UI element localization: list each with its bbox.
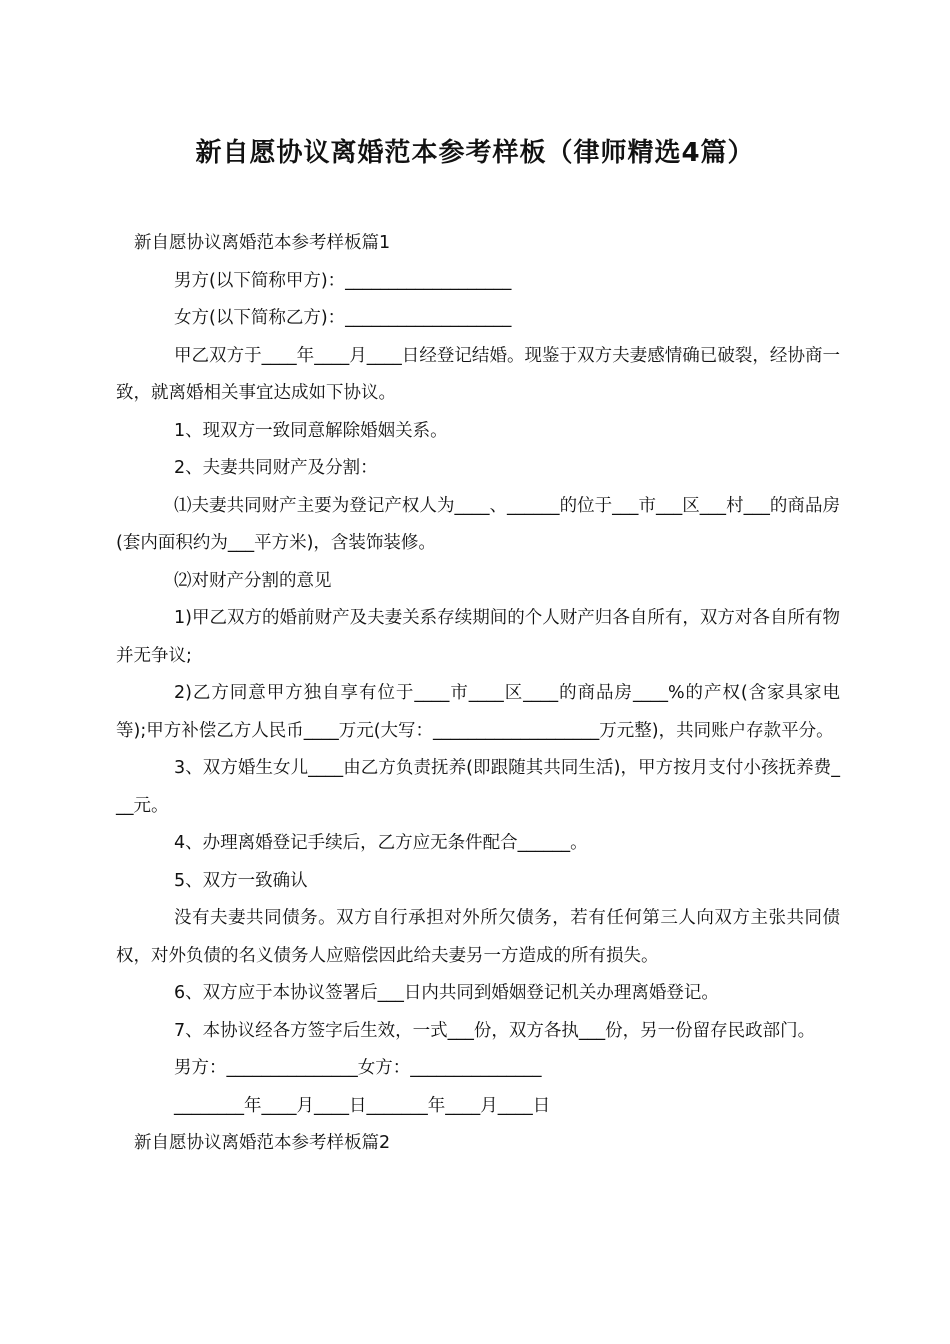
document-body: [116, 225, 840, 1163]
clause-2-item-2: ⑵对财产分割的意见: [174, 570, 332, 591]
document-title: 新自愿协议离婚范本参考样板（律师精选4篇）: [195, 138, 755, 168]
clause-4: 4、办理离婚登记手续后，乙方应无条件配合______。: [174, 833, 588, 853]
clause-6: 6、双方应于本协议签署后___日内共同到婚姻登记机关办理离婚登记。: [174, 983, 719, 1003]
clause-5-detail: 没有夫妻共同债务。双方自行承担对外所欠债务，若有任何第三人向双方主张共同债权，对外负债的名义债务人应赔偿因此给夫妻另一方造成的所有损失。: [116, 908, 840, 966]
section-heading-1: 新自愿协议离婚范本参考样板篇1: [134, 233, 391, 253]
date-line: ________年____月____日_______年____月____日: [174, 1095, 551, 1116]
intro-paragraph: 甲乙双方于____年____月____日经登记结婚。现鉴于双方夫妻感情确已破裂，经协商一致，就离婚相关事宜达成如下协议。: [116, 345, 840, 403]
clause-5: 5、双方一致确认: [174, 870, 308, 891]
clause-2-subitem-2: 2)乙方同意甲方独自享有位于____市____区____的商品房____%的产权(含家具家电等);甲方补偿乙方人民币____万元(大写：___________________万元整)，共同账户存款平分。: [116, 683, 840, 741]
husband-field: 男方(以下简称甲方)：___________________: [174, 270, 512, 291]
clause-1: 1、现双方一致同意解除婚姻关系。: [174, 420, 448, 441]
section-heading-2: 新自愿协议离婚范本参考样板篇2: [134, 1133, 391, 1153]
clause-2-subitem-1: 1)甲乙双方的婚前财产及夫妻关系存续期间的个人财产归各自所有，双方对各自所有物并无争议;: [116, 608, 840, 666]
clause-2: 2、夫妻共同财产及分割：: [174, 458, 378, 478]
clause-2-item-1: ⑴夫妻共同财产主要为登记产权人为____、______的位于___市___区___村___的商品房(套内面积约为___平方米)，含装饰装修。: [116, 495, 840, 553]
clause-7: 7、本协议经各方签字后生效，一式___份，双方各执___份，另一份留存民政部门。: [174, 1020, 816, 1041]
wife-field: 女方(以下简称乙方)：___________________: [174, 308, 512, 328]
signature-line: 男方：_______________女方：_______________: [174, 1058, 542, 1078]
clause-3: 3、双方婚生女儿____由乙方负责抚养(即跟随其共同生活)，甲方按月支付小孩抚养费___元。: [116, 758, 840, 816]
